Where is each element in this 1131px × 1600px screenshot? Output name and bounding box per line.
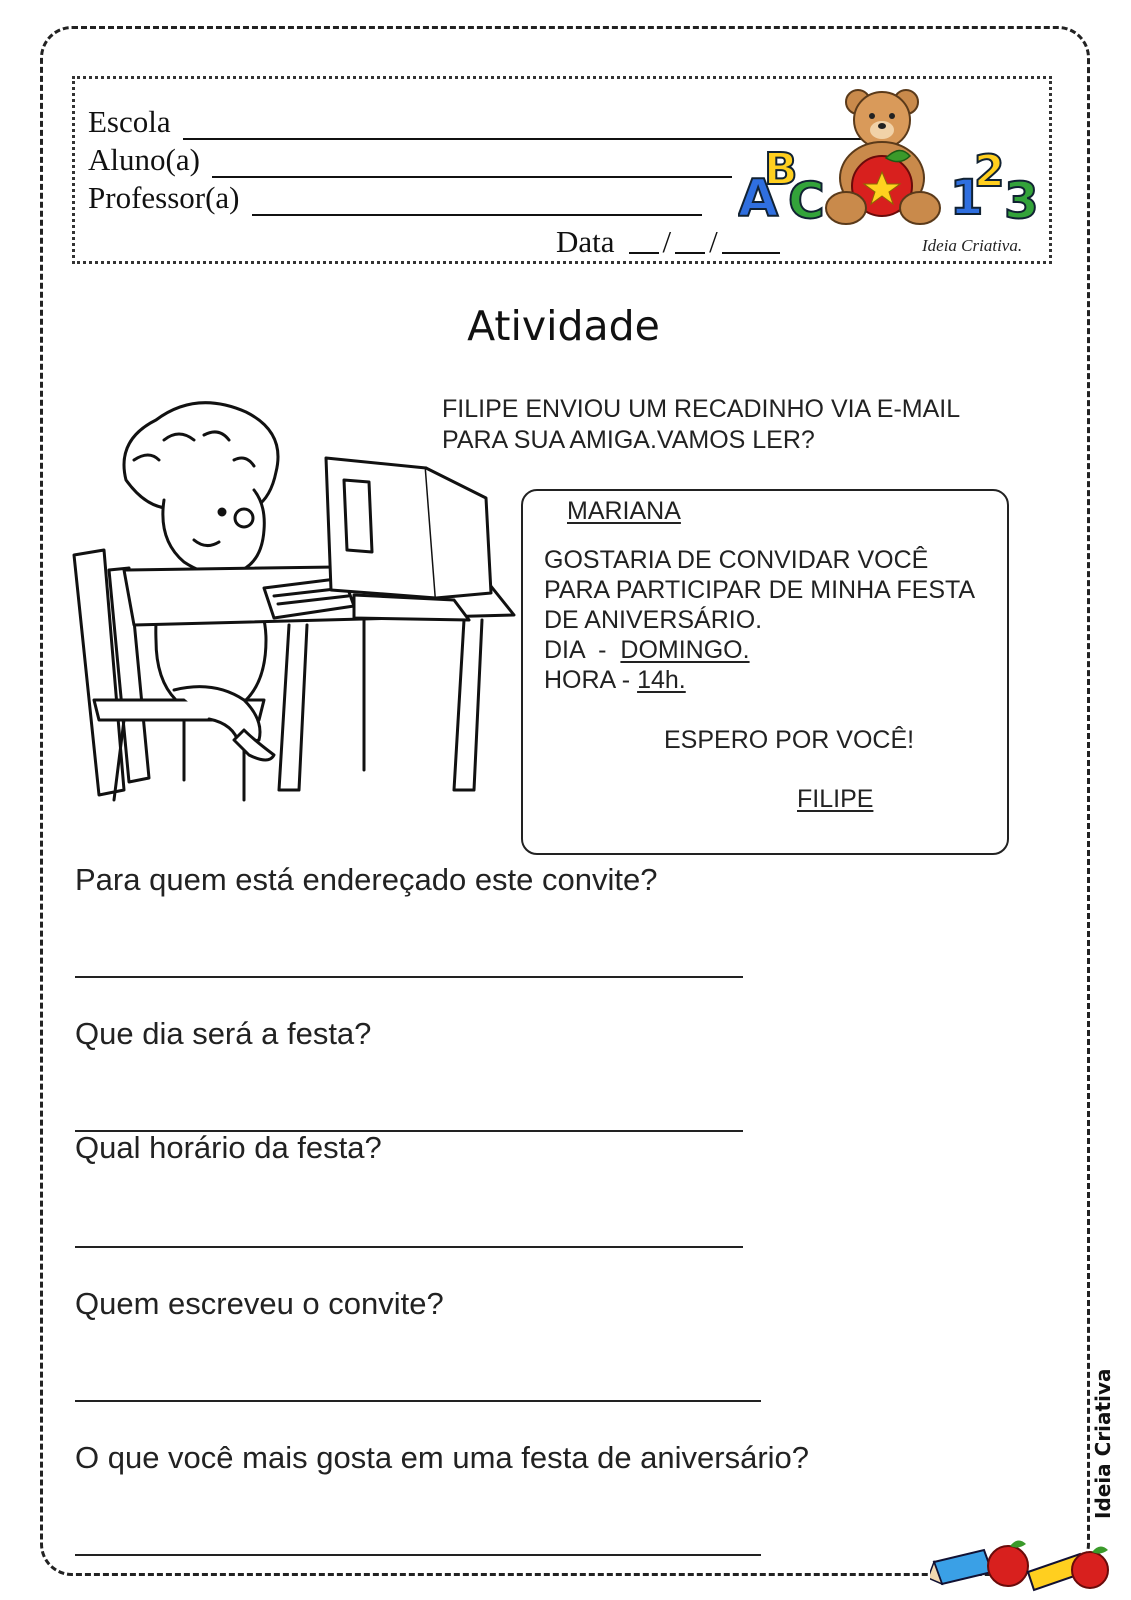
date-month-input[interactable]	[675, 250, 705, 254]
date-separator: /	[709, 224, 718, 259]
date-year-input[interactable]	[722, 250, 780, 254]
message-body-line: GOSTARIA DE CONVIDAR VOCÊ	[544, 546, 929, 574]
svg-text:A: A	[738, 169, 779, 229]
message-hour-label: HORA -	[544, 666, 638, 694]
message-closing: ESPERO POR VOCÊ!	[664, 726, 915, 754]
date-day-input[interactable]	[629, 250, 659, 254]
intro-line: FILIPE ENVIOU UM RECADINHO VIA E-MAIL	[442, 395, 961, 423]
question-2: Que dia será a festa?	[75, 1016, 372, 1051]
school-label: Escola	[88, 104, 171, 139]
message-body-line: DE ANIVERSÁRIO.	[544, 606, 763, 634]
message-recipient: MARIANA	[567, 497, 681, 525]
teacher-line	[88, 180, 702, 216]
answer-line-1[interactable]	[75, 976, 743, 978]
message-body-line: PARA PARTICIPAR DE MINHA FESTA	[544, 576, 976, 604]
question-1: Para quem está endereçado este convite?	[75, 862, 658, 897]
svg-text:1: 1	[950, 170, 984, 226]
side-brand	[1088, 1368, 1118, 1520]
student-label: Aluno(a)	[88, 142, 200, 177]
page-title-text: Atividade	[467, 302, 660, 350]
message-hour-value: 14h.	[637, 666, 686, 694]
message-hour	[544, 666, 686, 695]
message-day-value: DOMINGO.	[620, 636, 750, 664]
svg-text:2: 2	[974, 146, 1005, 197]
crayons-apples-icon	[930, 1528, 1120, 1596]
answer-line-4[interactable]	[75, 1400, 761, 1402]
page-title	[0, 302, 1131, 350]
student-input[interactable]	[212, 175, 732, 178]
message-day-label: DIA -	[544, 636, 621, 664]
teacher-label: Professor(a)	[88, 180, 240, 215]
answer-line-5[interactable]	[75, 1554, 761, 1556]
intro-line: PARA SUA AMIGA.VAMOS LER?	[442, 426, 815, 454]
question-4: Quem escreveu o convite?	[75, 1286, 444, 1321]
svg-text:3: 3	[1004, 172, 1039, 230]
teddy-bear-abc-icon	[738, 86, 1058, 236]
date-label: Data	[556, 224, 615, 259]
student-line	[88, 142, 732, 178]
message-signature: FILIPE	[797, 785, 874, 813]
teacher-input[interactable]	[252, 213, 702, 216]
svg-text:B: B	[764, 144, 798, 195]
message-day	[544, 636, 750, 665]
side-brand-text: Ideia Criativa	[1091, 1368, 1115, 1519]
boy-at-computer-icon	[64, 400, 524, 820]
question-5: O que você mais gosta em uma festa de aniversário?	[75, 1440, 810, 1475]
answer-line-3[interactable]	[75, 1246, 743, 1248]
question-3: Qual horário da festa?	[75, 1130, 382, 1165]
date-separator: /	[662, 224, 672, 259]
header-brand: Ideia Criativa.	[922, 236, 1023, 255]
svg-text:C: C	[788, 172, 825, 230]
